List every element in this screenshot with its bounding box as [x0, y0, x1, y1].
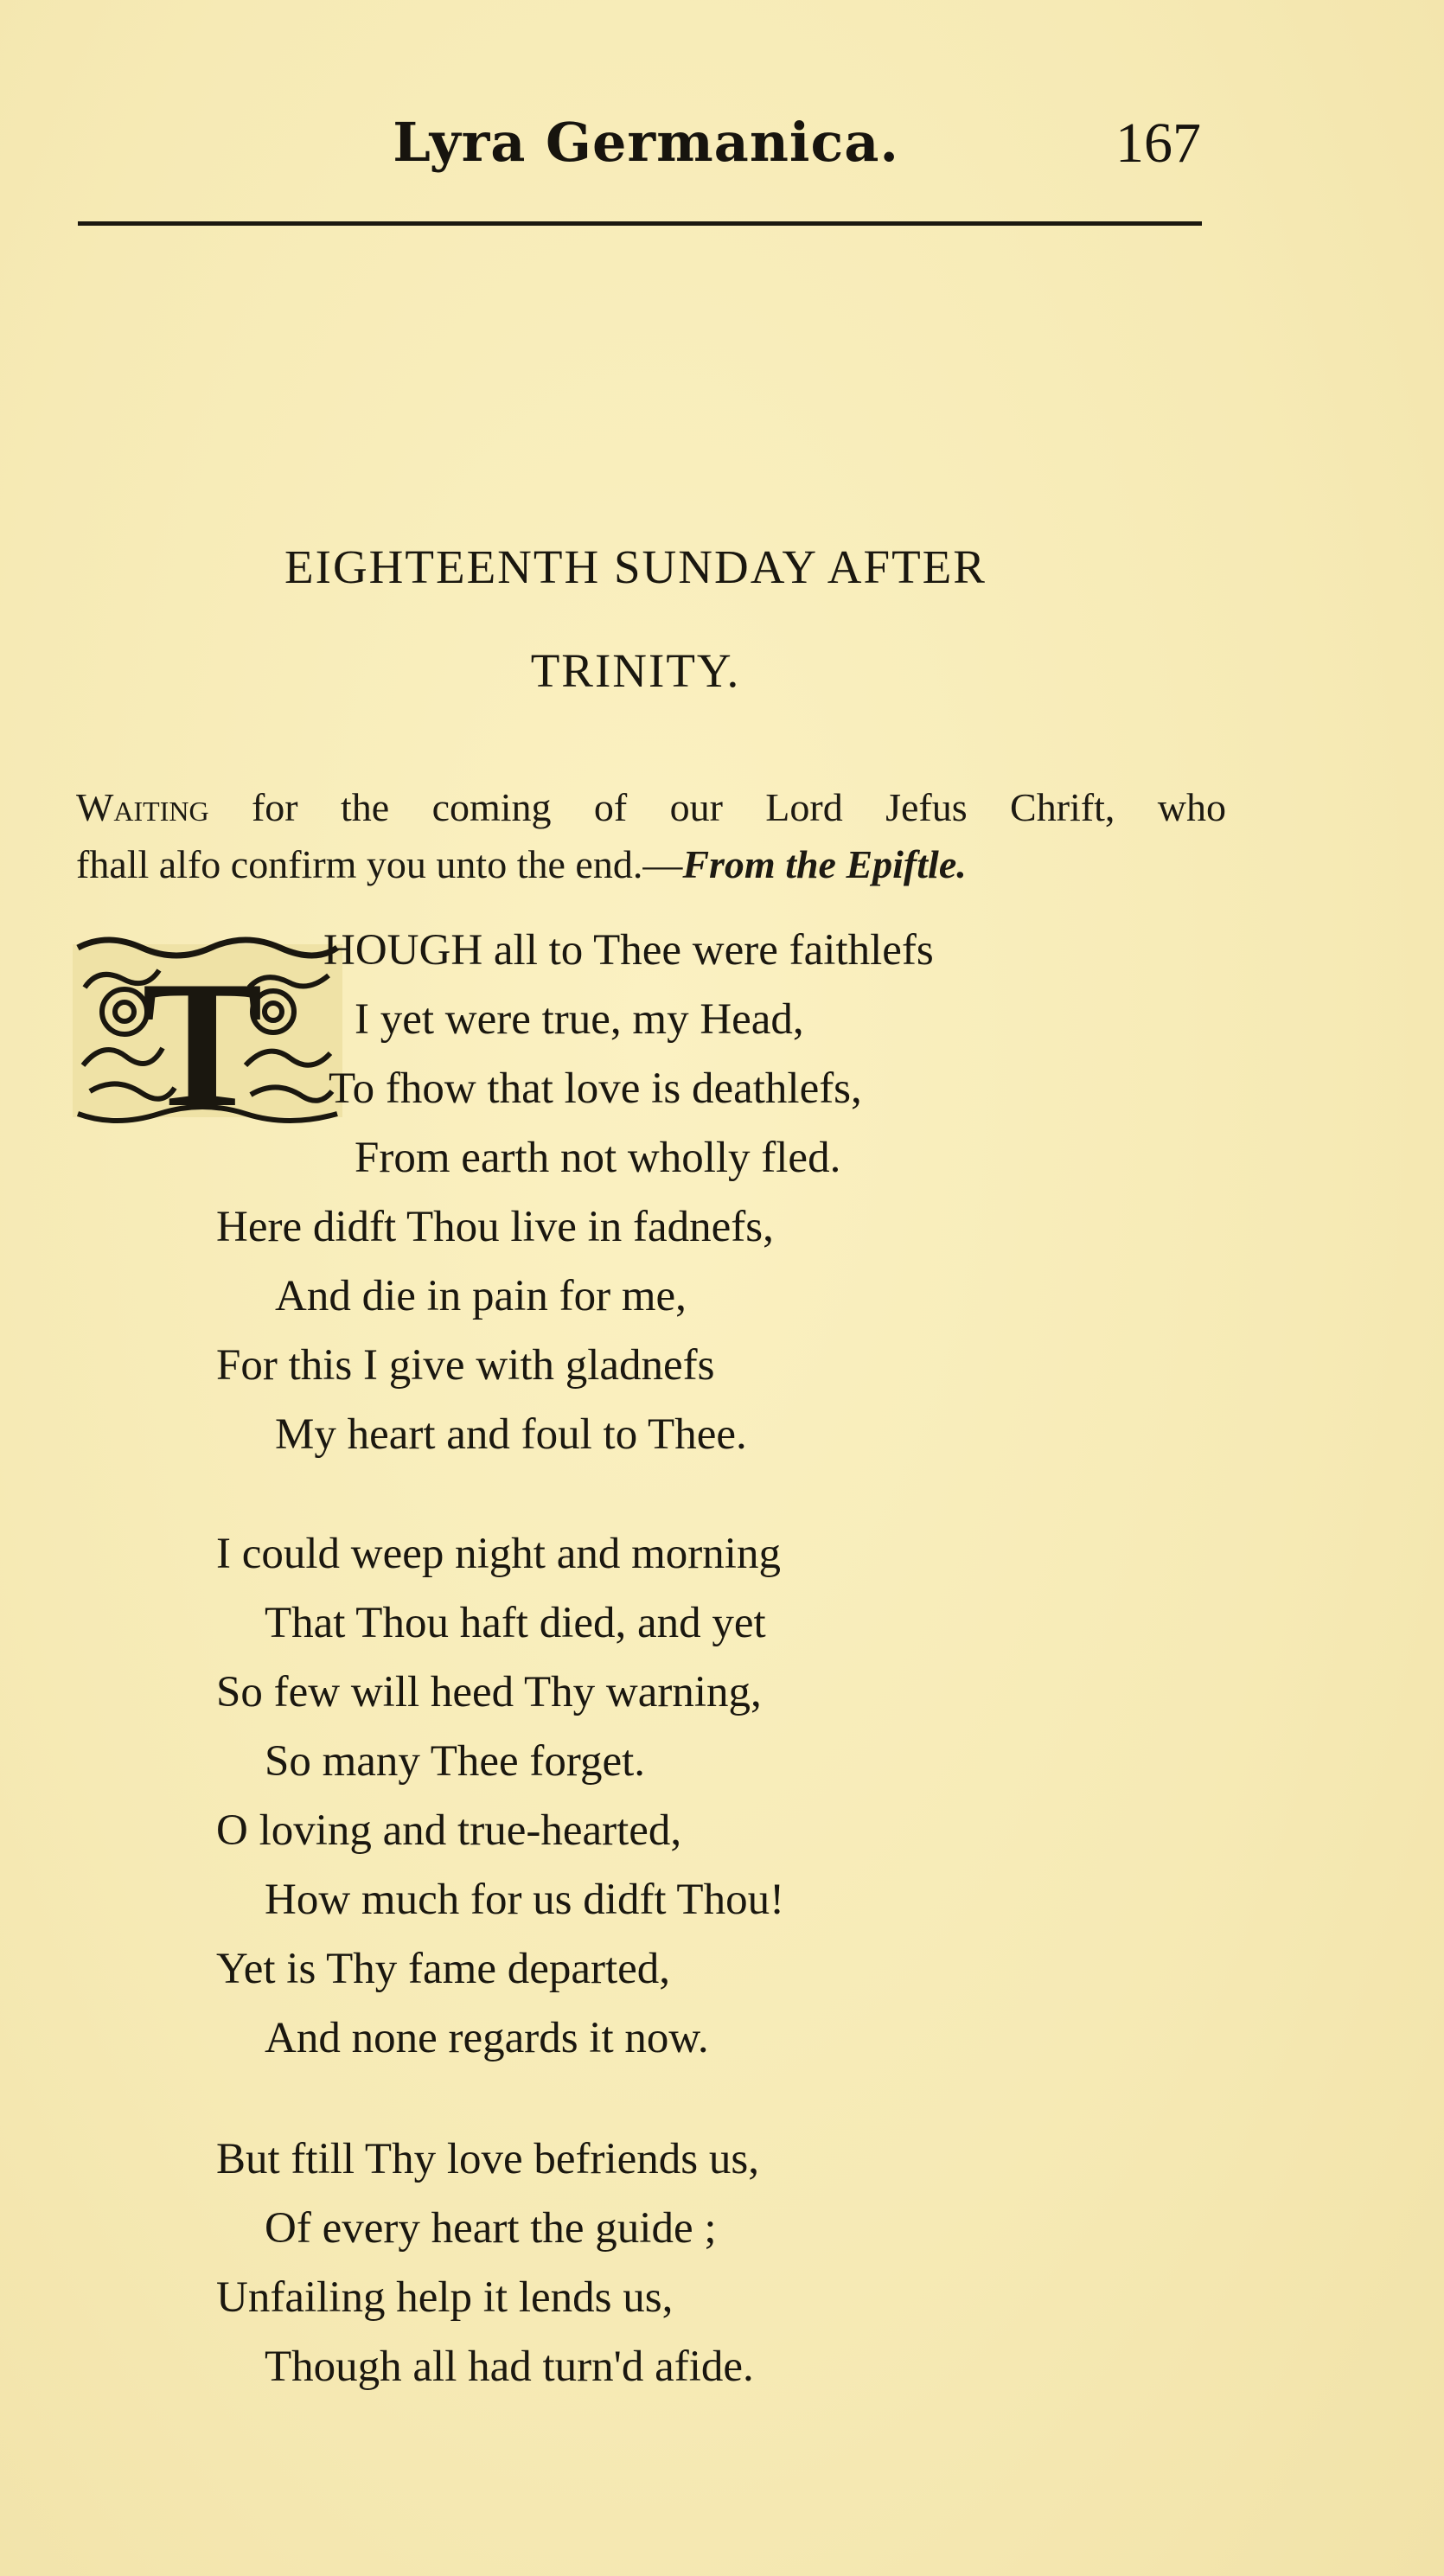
- poem-line: Of every heart the guide ;: [265, 2204, 717, 2253]
- poem-line: And none regards it now.: [265, 2014, 709, 2062]
- poem-line: I could weep night and morning: [216, 1530, 781, 1578]
- poem-line: HOUGH all to Thee were faithlefs: [323, 926, 934, 975]
- epigraph-line-2-text: fhall alfo confirm you unto the end.—: [76, 842, 683, 886]
- poem-line: And die in pain for me,: [275, 1272, 687, 1320]
- epigraph-line-2: [76, 835, 1226, 894]
- poem-line: My heart and foul to Thee.: [275, 1410, 747, 1459]
- poem-line: Yet is Thy fame departed,: [216, 1945, 671, 1993]
- poem-line: Here didft Thou live in fadnefs,: [216, 1203, 774, 1251]
- poem-line: I yet were true, my Head,: [355, 995, 804, 1044]
- page-number: 167: [1115, 112, 1201, 175]
- poem-line: How much for us didft Thou!: [265, 1876, 785, 1924]
- running-title: Lyra Germanica.: [393, 111, 899, 174]
- poem-line: That Thou haft died, and yet: [265, 1599, 766, 1647]
- poem-line: For this I give with gladnefs: [216, 1341, 715, 1390]
- section-heading-line-1: EIGHTEENTH SUNDAY AFTER: [284, 540, 987, 593]
- poem-line: Unfailing help it lends us,: [216, 2273, 674, 2322]
- epigraph-first-word: Waiting: [76, 785, 209, 829]
- ornamental-dropcap: [73, 936, 342, 1128]
- poem-line: So few will heed Thy warning,: [216, 1668, 762, 1716]
- poem-line: To fhow that love is deathlefs,: [329, 1064, 862, 1113]
- header-rule: [78, 221, 1202, 226]
- poem-line: So many Thee forget.: [265, 1737, 646, 1786]
- epigraph-line-1: [76, 778, 1226, 837]
- epigraph-source: From the Epiftle.: [682, 842, 967, 886]
- poem-line: O loving and true-hearted,: [216, 1806, 682, 1855]
- section-heading-line-2: TRINITY.: [530, 644, 741, 697]
- epigraph-line-1-text: for the coming of our Lord Jefus Chrift, who: [208, 785, 1226, 829]
- poem-line: Though all had turn'd afide.: [265, 2343, 754, 2391]
- poem-line: From earth not wholly fled.: [355, 1134, 841, 1182]
- poem-line: But ftill Thy love befriends us,: [216, 2135, 759, 2183]
- dropcap-letter: T: [141, 944, 264, 1128]
